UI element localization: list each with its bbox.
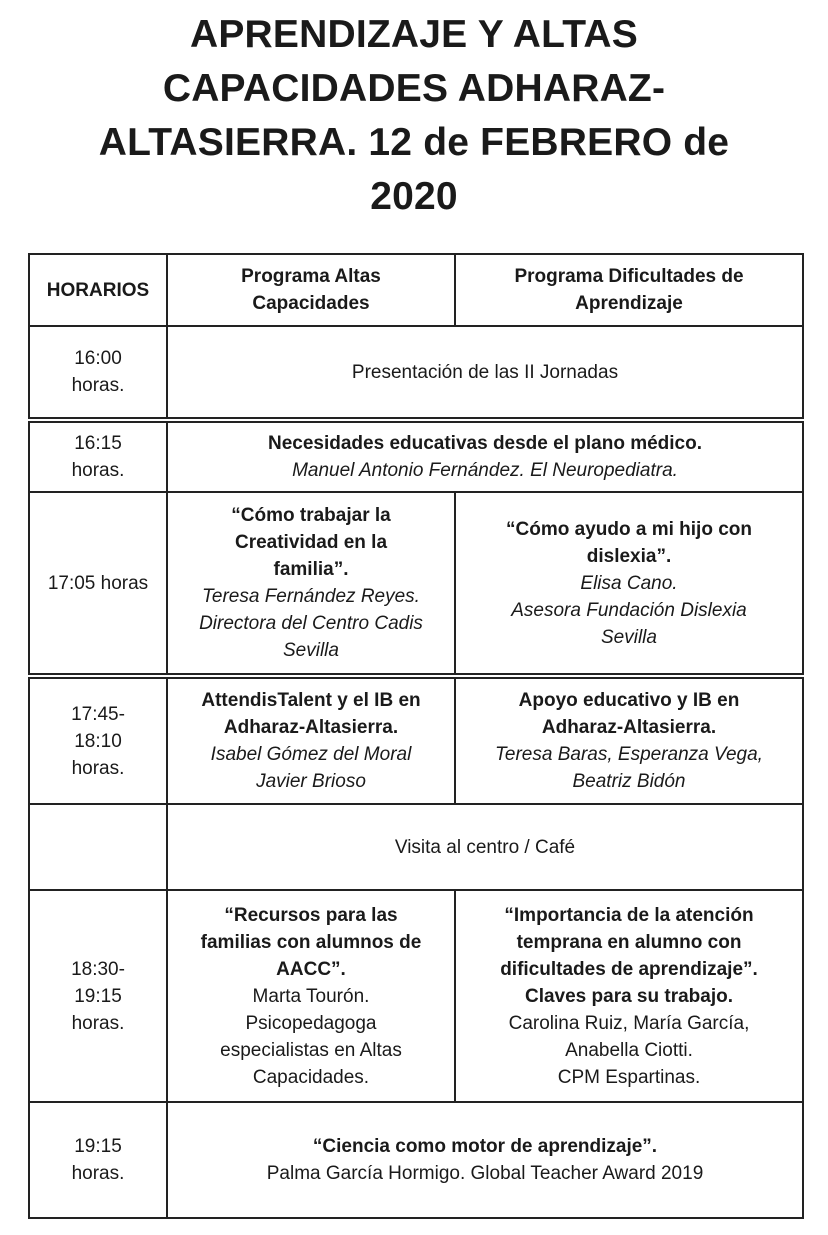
schedule-table xyxy=(28,253,804,1219)
time-cell-empty xyxy=(29,804,167,890)
session-cell-altas: AttendisTalent y el IB en Adharaz-Altasierra. Isabel Gómez del Moral Javier Brioso xyxy=(167,678,455,804)
session-cell: “Ciencia como motor de aprendizaje”. Palma García Hormigo. Global Teacher Award 2019 xyxy=(167,1102,803,1218)
title-line: APRENDIZAJE Y ALTAS xyxy=(189,13,639,56)
title-line: ALTASIERRA. 12 de FEBRERO de xyxy=(98,121,730,164)
session-cell: Necesidades educativas desde el plano médico. Manuel Antonio Fernández. El Neuropediatra. xyxy=(167,422,803,492)
time-cell: 16:00 horas. xyxy=(29,326,167,418)
table-row xyxy=(29,804,803,890)
header-altas: Programa Altas Capacidades xyxy=(167,254,455,326)
session-cell-altas: “Recursos para las familias con alumnos de AACC”. Marta Tourón. Psicopedagoga especialistas en Altas Capacidades. xyxy=(167,890,455,1102)
session-cell-altas: “Cómo trabajar la Creatividad en la familia”. Teresa Fernández Reyes. Directora del Centro Cadis Sevilla xyxy=(167,492,455,674)
header-horarios: HORARIOS xyxy=(29,254,167,326)
time-cell: 19:15 horas. xyxy=(29,1102,167,1218)
header-dificultades: Programa Dificultades de Aprendizaje xyxy=(455,254,803,326)
title-line: 2020 xyxy=(370,175,458,218)
table-row xyxy=(29,326,803,418)
header-row xyxy=(29,254,803,326)
title-line: CAPACIDADES ADHARAZ- xyxy=(162,67,666,110)
table-row xyxy=(29,492,803,674)
time-cell: 17:45- 18:10 horas. xyxy=(29,678,167,804)
time-cell: 16:15 horas. xyxy=(29,422,167,492)
table-row xyxy=(29,422,803,492)
table-row xyxy=(29,890,803,1102)
table-row xyxy=(29,1102,803,1218)
session-cell: Visita al centro / Café xyxy=(167,804,803,890)
session-cell-dificultades: “Importancia de la atención temprana en alumno con dificultades de aprendizaje”. Claves para su trabajo. Carolina Ruiz, María García, Anabella Ciotti. CPM Espartinas. xyxy=(455,890,803,1102)
time-cell: 17:05 horas xyxy=(29,492,167,674)
page-title xyxy=(40,8,788,224)
session-cell: Presentación de las II Jornadas xyxy=(167,326,803,418)
session-cell-dificultades: “Cómo ayudo a mi hijo con dislexia”. Elisa Cano. Asesora Fundación Dislexia Sevilla xyxy=(455,492,803,674)
time-cell: 18:30- 19:15 horas. xyxy=(29,890,167,1102)
session-cell-dificultades: Apoyo educativo y IB en Adharaz-Altasierra. Teresa Baras, Esperanza Vega, Beatriz Bidón xyxy=(455,678,803,804)
table-row xyxy=(29,678,803,804)
